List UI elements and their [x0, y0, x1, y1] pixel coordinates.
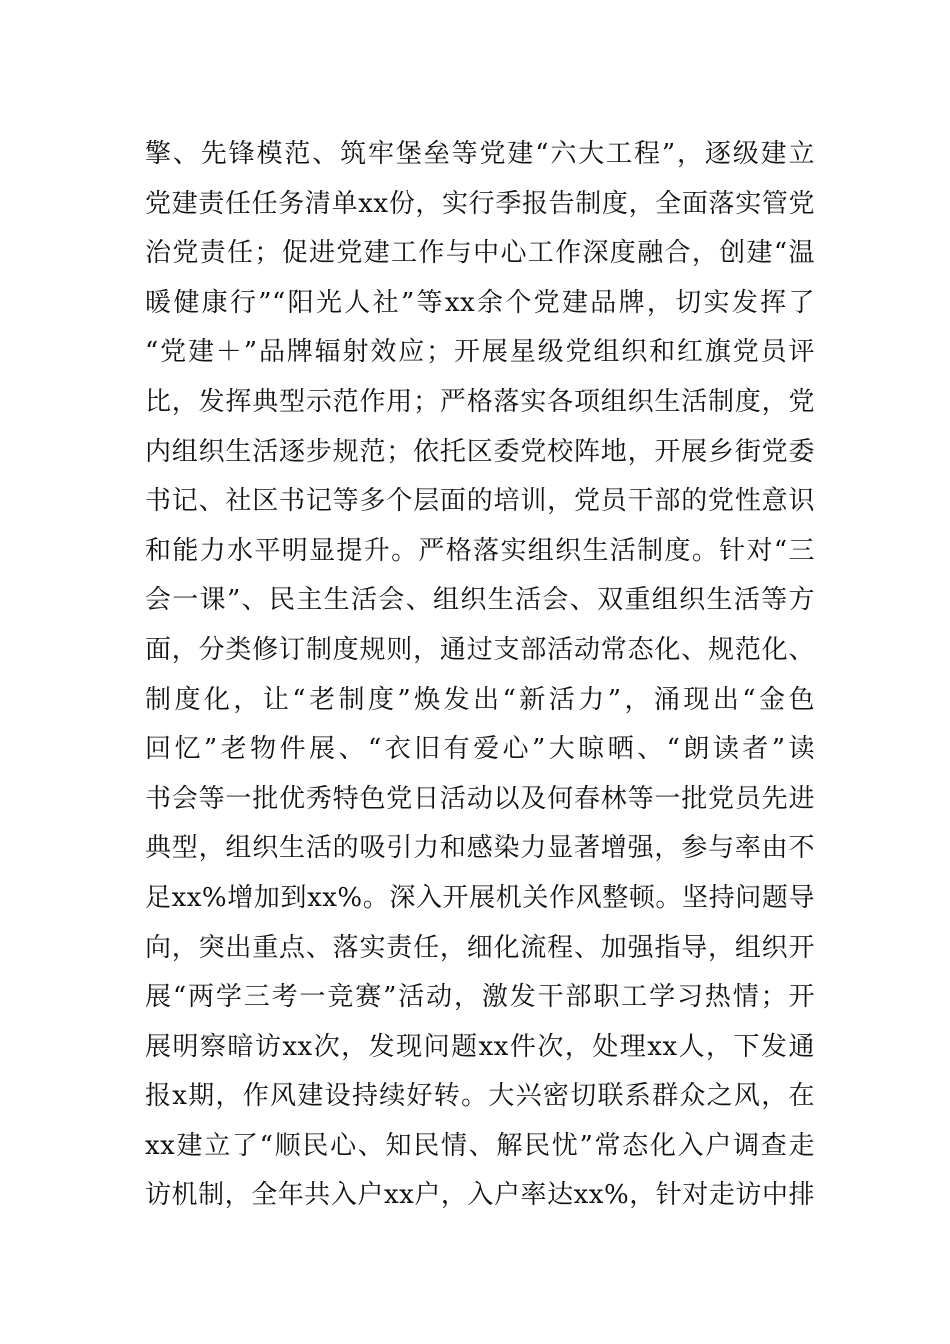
text-line: 向，突出重点、落实责任，细化流程、加强指导，组织开: [145, 932, 815, 963]
text-line: 党建责任任务清单xx份，实行季报告制度，全面落实管党: [145, 188, 815, 219]
text-line: 书会等一批优秀特色党日活动以及何春林等一批党员先进: [145, 783, 815, 814]
text-line: 内组织生活逐步规范；依托区委党校阵地，开展乡街党委: [145, 436, 815, 467]
text-line: 暖健康行”“阳光人社”等xx余个党建品牌，切实发挥了: [145, 287, 815, 318]
text-line: 足xx%增加到xx%。深入开展机关作风整顿。坚持问题导: [145, 882, 815, 913]
text-line: 展“两学三考一竞赛”活动，激发干部职工学习热情；开: [145, 982, 815, 1013]
text-line: 和能力水平明显提升。严格落实组织生活制度。针对“三: [145, 535, 815, 566]
text-line: 回忆”老物件展、“衣旧有爱心”大晾晒、“朗读者”读: [145, 734, 815, 765]
text-line: “党建＋”品牌辐射效应；开展星级党组织和红旗党员评: [145, 337, 815, 368]
text-line: 制度化，让“老制度”焕发出“新活力”，涌现出“金色: [145, 684, 815, 715]
text-line: 会一课”、民主生活会、组织生活会、双重组织生活等方: [145, 585, 815, 616]
text-line: 面，分类修订制度规则，通过支部活动常态化、规范化、: [145, 634, 815, 665]
text-line: 展明察暗访xx次，发现问题xx件次，处理xx人，下发通: [145, 1031, 815, 1062]
text-line: 书记、社区书记等多个层面的培训，党员干部的党性意识: [145, 486, 815, 517]
text-line: 擎、先锋模范、筑牢堡垒等党建“六大工程”，逐级建立: [145, 139, 815, 169]
text-line: 比，发挥典型示范作用；严格落实各项组织生活制度，党: [145, 386, 815, 417]
text-line: 访机制，全年共入户xx户，入户率达xx%，针对走访中排: [145, 1180, 815, 1211]
body-text: [145, 130, 815, 1221]
text-line: 治党责任；促进党建工作与中心工作深度融合，创建“温: [145, 238, 815, 269]
text-line: 报x期，作风建设持续好转。大兴密切联系群众之风，在: [145, 1081, 815, 1112]
text-line: 典型，组织生活的吸引力和感染力显著增强，参与率由不: [145, 833, 815, 864]
text-line: xx建立了“顺民心、知民情、解民忧”常态化入户调查走: [145, 1130, 815, 1161]
